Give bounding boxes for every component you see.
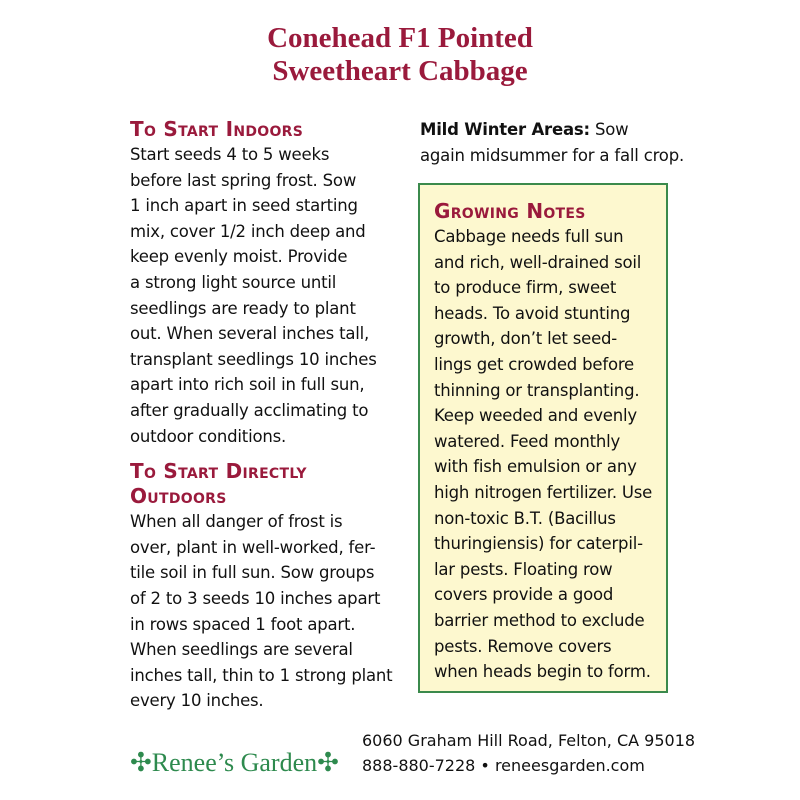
text-line: barrier method to exclude [434,610,645,630]
text-line: thuringiensis) for caterpil- [434,534,643,554]
text-line: every 10 inches. [130,691,264,711]
text-line: inches tall, thin to 1 strong plant [130,665,393,685]
notes-text [434,224,666,685]
text-line: over, plant in well-worked, fer- [130,537,376,557]
title-line: Conehead F1 Pointed [267,22,533,54]
phone-website: 888-880-7228 • reneesgarden.com [362,756,645,775]
text-line: 1 inch apart in seed starting [130,196,358,216]
notes-heading: Growing Notes [434,199,586,223]
text-line: in rows spaced 1 foot apart. [130,614,356,634]
text-line: Keep weeded and evenly [434,406,637,426]
page-title [0,22,800,88]
title-line: Sweetheart Cabbage [272,55,528,87]
outdoors-text [130,509,393,714]
text-line: after gradually acclimating to [130,400,369,420]
text-line: mix, cover 1/2 inch deep and [130,221,366,241]
text-line: and rich, well-drained soil [434,252,642,272]
indoors-text [130,142,390,449]
text-line: non-toxic B.T. (Bacillus [434,508,616,528]
text-line: tile soil in full sun. Sow groups [130,563,375,583]
indoors-heading: To Start Indoors [130,117,304,141]
text-line: watered. Feed monthly [434,431,621,451]
text-line: pests. Remove covers [434,636,612,656]
mild-winter-note [420,117,684,168]
text-line: covers provide a good [434,585,614,605]
text-line: When seedlings are several [130,640,353,660]
text-line: thinning or transplanting. [434,380,640,400]
text-line: Start seeds 4 to 5 weeks [130,145,330,164]
text-line: heads. To avoid stunting [434,303,631,323]
text-line: of 2 to 3 seeds 10 inches apart [130,588,381,608]
text-line: keep evenly moist. Provide [130,247,348,267]
outdoors-heading [130,459,390,509]
flourish-icon: ✣ [130,748,152,777]
mild-text: Sow [594,120,629,139]
contact-info [362,728,695,778]
text-line: high nitrogen fertilizer. Use [434,482,653,502]
mild-text: again midsummer for a fall crop. [420,145,685,165]
left-column [130,117,393,714]
text-line: Cabbage needs full sun [434,227,624,246]
text-line: outdoor conditions. [130,426,287,446]
text-line: before last spring frost. Sow [130,170,357,190]
text-line: a strong light source until [130,272,337,292]
text-line: out. When several inches tall, [130,324,370,344]
brand-logo [130,748,339,778]
text-line: when heads begin to form. [434,662,651,682]
text-line: lar pests. Floating row [434,559,613,579]
mild-label: Mild Winter Areas: [420,120,590,139]
heading-line: To Start Directly [130,459,307,484]
text-line: growth, don’t let seed- [434,329,618,349]
text-line: to produce firm, sweet [434,278,617,298]
text-line: seedlings are ready to plant [130,298,356,318]
heading-line: Outdoors [130,484,227,509]
text-line: transplant seedlings 10 inches [130,349,377,369]
text-line: with fish emulsion or any [434,457,637,477]
address: 6060 Graham Hill Road, Felton, CA 95018 [362,731,696,750]
growing-notes-box [418,183,668,693]
text-line: lings get crowded before [434,354,635,374]
logo-text: Renee’s Garden [151,748,318,777]
text-line: apart into rich soil in full sun, [130,375,365,395]
flourish-icon: ✣ [317,748,339,777]
text-line: When all danger of frost is [130,512,343,532]
